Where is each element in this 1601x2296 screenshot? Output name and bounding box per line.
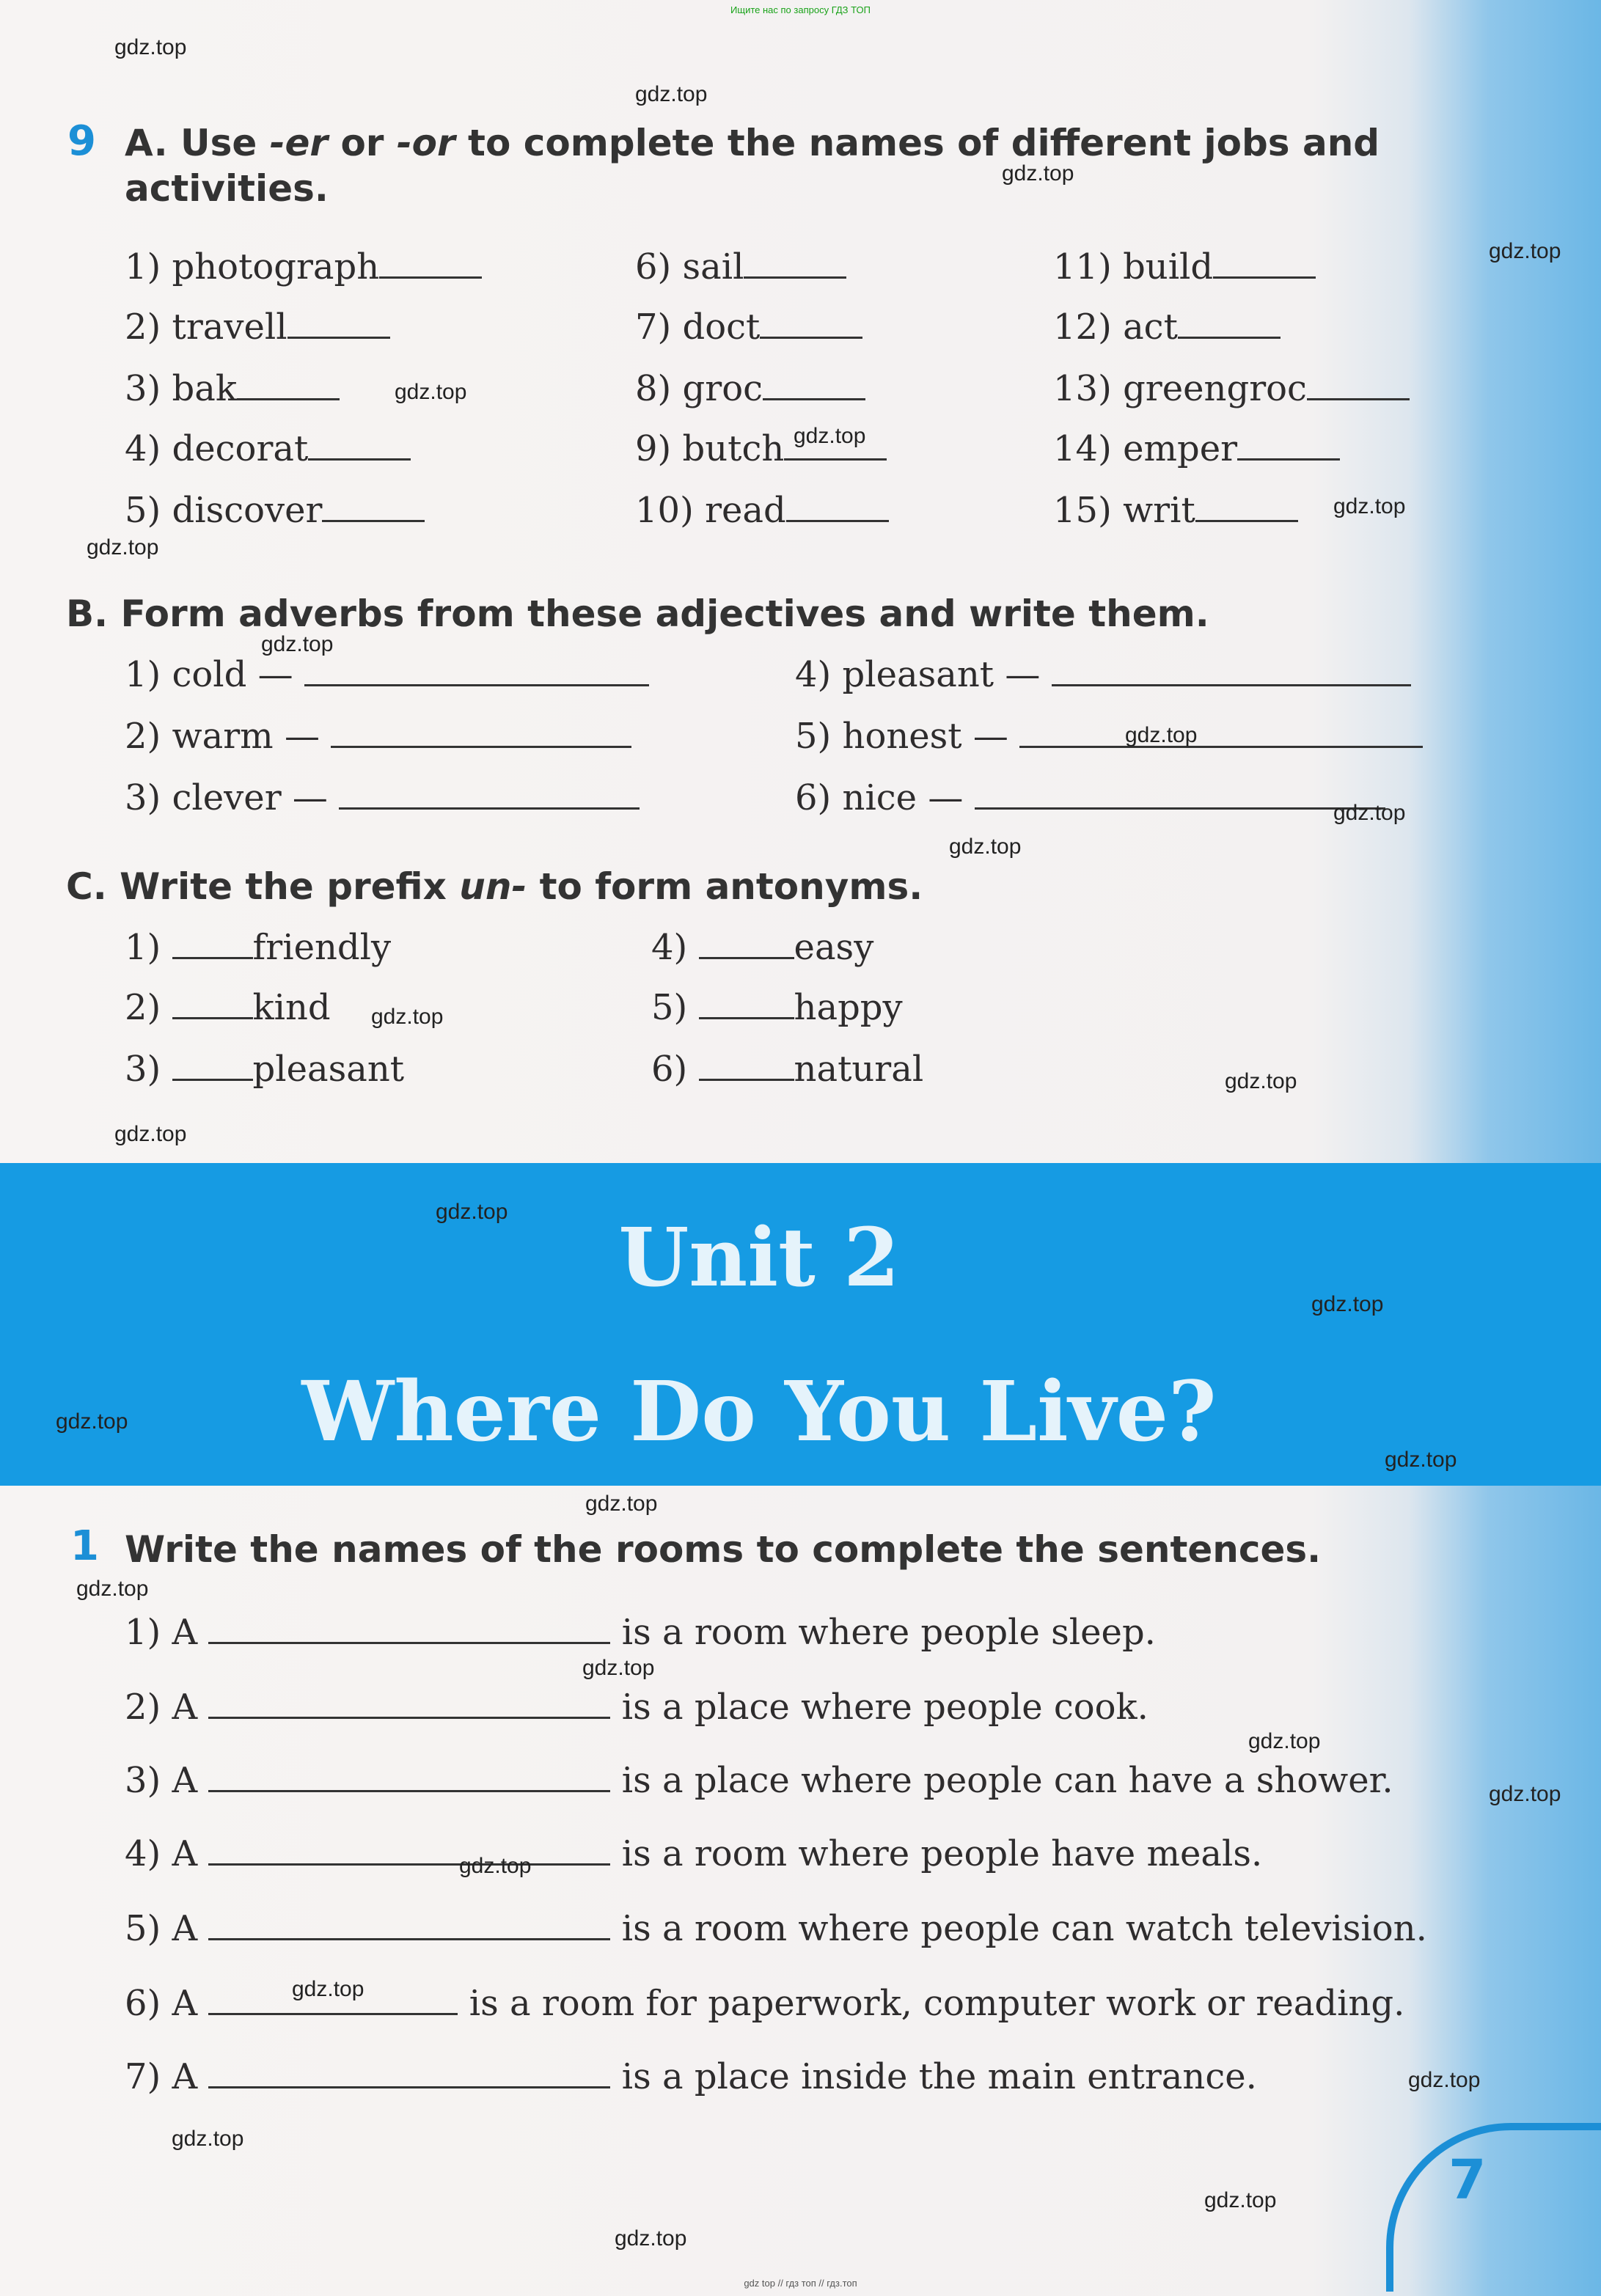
bottom-note: gdz top // гдз топ // гдз.топ: [744, 2278, 857, 2289]
list-item: 15) writ: [1053, 490, 1298, 531]
list-item: 4) pleasant —: [795, 654, 1411, 695]
watermark: gdz.top: [1311, 1292, 1384, 1316]
watermark: gdz.top: [395, 380, 467, 404]
watermark: gdz.top: [1385, 1448, 1457, 1472]
list-item: 5) discover: [125, 490, 425, 531]
watermark: gdz.top: [1125, 723, 1198, 747]
watermark: gdz.top: [76, 1577, 149, 1601]
list-item: 1) A is a room where people sleep.: [125, 1612, 1156, 1653]
watermark: gdz.top: [1248, 1729, 1321, 1753]
watermark: gdz.top: [582, 1656, 655, 1680]
list-item: 9) butch: [635, 428, 887, 469]
list-item: 2) kind: [125, 987, 331, 1028]
list-item: 2) travell: [125, 307, 390, 348]
list-item: 5) happy: [651, 987, 903, 1028]
list-item: 10) read: [635, 490, 889, 531]
watermark: gdz.top: [371, 1005, 444, 1029]
watermark: gdz.top: [1225, 1069, 1297, 1093]
watermark: gdz.top: [794, 424, 866, 448]
list-item: 3) pleasant: [125, 1049, 405, 1090]
exercise-1-title: Write the names of the rooms to complete the sentences.: [125, 1528, 1322, 1571]
list-item: 1) photograph: [125, 246, 482, 287]
watermark: gdz.top: [114, 35, 187, 59]
list-item: 13) greengroc: [1053, 368, 1410, 409]
list-item: 11) build: [1053, 246, 1316, 287]
watermark: gdz.top: [585, 1492, 658, 1516]
list-item: 5) honest —: [795, 716, 1423, 757]
watermark: gdz.top: [1408, 2068, 1481, 2092]
watermark: gdz.top: [635, 82, 708, 106]
list-item: 2) A is a place where people cook.: [125, 1687, 1148, 1728]
exercise-9b-title: B. Form adverbs from these adjectives and write them.: [66, 593, 1209, 635]
exercise-1-number: 1: [70, 1522, 99, 1570]
list-item: 6) nice —: [795, 777, 1385, 818]
watermark: gdz.top: [459, 1854, 532, 1878]
watermark: gdz.top: [1489, 239, 1561, 263]
watermark: gdz.top: [1489, 1782, 1561, 1806]
list-item: 3) clever —: [125, 777, 640, 818]
watermark: gdz.top: [114, 1122, 187, 1146]
list-item: 4) decorat: [125, 428, 411, 469]
list-item: 8) groc: [635, 368, 865, 409]
watermark: gdz.top: [292, 1977, 364, 2001]
exercise-9a-title-cont: activities.: [125, 167, 329, 210]
list-item: 4) A is a room where people have meals.: [125, 1833, 1263, 1874]
list-item: 14) emper: [1053, 428, 1340, 469]
exercise-9-number: 9: [67, 117, 96, 165]
list-item: 6) natural: [651, 1049, 924, 1090]
list-item: 7) A is a place inside the main entrance.: [125, 2056, 1257, 2097]
list-item: 1) friendly: [125, 927, 392, 968]
watermark: gdz.top: [56, 1409, 128, 1434]
list-item: 7) doct: [635, 307, 862, 348]
list-item: 12) act: [1053, 307, 1281, 348]
watermark: gdz.top: [615, 2226, 687, 2251]
watermark: gdz.top: [1002, 161, 1074, 186]
unit-label: Unit 2: [618, 1210, 900, 1305]
exercise-9c-title: C. Write the prefix un- to form antonyms.: [66, 865, 923, 908]
list-item: 5) A is a room where people can watch television.: [125, 1908, 1427, 1949]
page-number: 7: [1448, 2149, 1487, 2212]
watermark: gdz.top: [1333, 494, 1406, 518]
watermark: gdz.top: [1333, 801, 1406, 825]
watermark: gdz.top: [87, 535, 159, 560]
top-note: Ищите нас по запросу ГДЗ ТОП: [730, 4, 871, 15]
exercise-9a-title: A. Use -er or -or to complete the names of different jobs and: [125, 122, 1380, 164]
list-item: 1) cold —: [125, 654, 649, 695]
watermark: gdz.top: [172, 2127, 244, 2151]
list-item: 6) A is a room for paperwork, computer work or reading.: [125, 1983, 1405, 2024]
watermark: gdz.top: [949, 835, 1022, 859]
list-item: 2) warm —: [125, 716, 631, 757]
list-item: 4) easy: [651, 927, 874, 968]
watermark: gdz.top: [436, 1200, 508, 1224]
list-item: 3) bak: [125, 368, 340, 409]
watermark: gdz.top: [261, 632, 334, 656]
unit-title: Where Do You Live?: [301, 1364, 1217, 1460]
watermark: gdz.top: [1204, 2188, 1277, 2212]
list-item: 3) A is a place where people can have a shower.: [125, 1760, 1393, 1801]
list-item: 6) sail: [635, 246, 846, 287]
